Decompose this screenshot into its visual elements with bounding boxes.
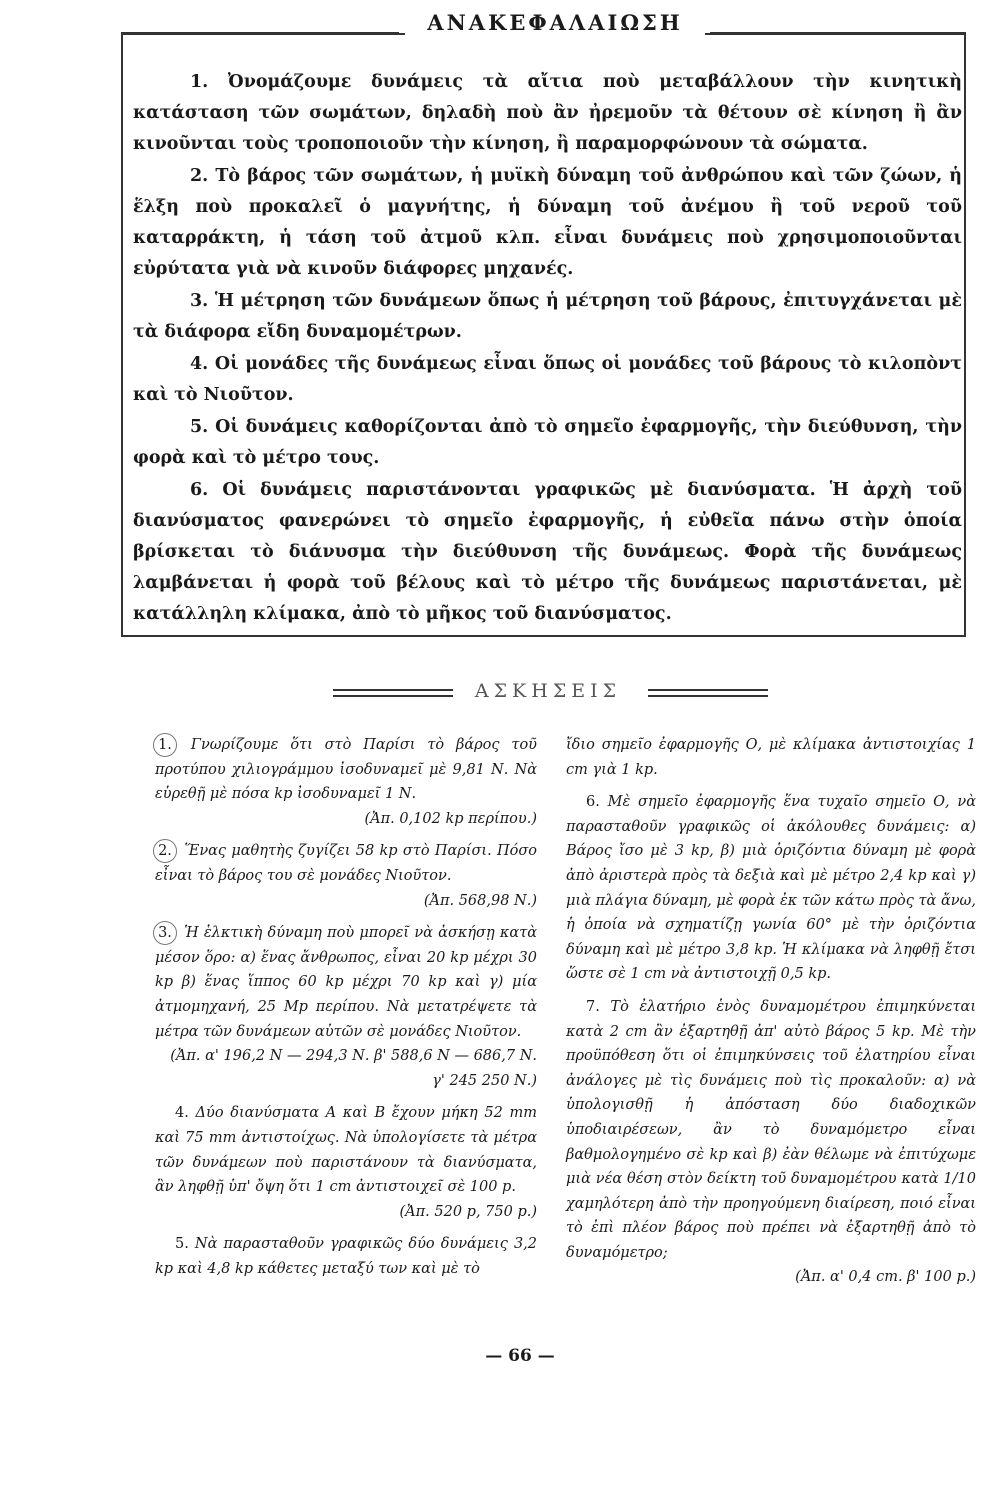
exercise-number: 3. (153, 921, 177, 945)
exercise-number: 2. (153, 839, 177, 863)
summary-text (133, 67, 962, 631)
exercise-number: 1. (153, 733, 177, 757)
exercise-text: Ἡ ἑλκτικὴ δύναμη ποὺ μπορεῖ νὰ ἀσκήσῃ κατὰ μέσον ὅρο: α) ἕνας ἄνθρωπος, εἶναι 20 kp μέχρι 30 kp β) ἕνας ἵππος 60 kp μέχρι 70 kp καὶ γ) μία ἀτμομηχανή, 25 Mp περίπου. Νὰ μετατρέψετε τὰ μέτρα τῶν δυνάμεων αὐτῶν σὲ μονάδες Νιοῦτον. (155, 925, 538, 1040)
exercises-title: ΑΣΚΗΣΕΙΣ (474, 680, 622, 702)
exercise-1 (155, 733, 537, 831)
exercises-rule-right (648, 689, 768, 697)
exercise-answer: (Ἀπ. 520 p, 750 p.) (399, 1203, 537, 1220)
exercise-5 (155, 1232, 537, 1281)
exercise-answer: (Ἀπ. α' 0,4 cm. β' 100 p.) (795, 1269, 976, 1286)
exercise-text: Γνωρίζουμε ὅτι στὸ Παρίσι τὸ βάρος τοῦ προτύπου χιλιογράμμου ἰσοδυναμεῖ μὲ 9,81 Ν. Νὰ εὑρεθῇ μὲ πόσα kp ἰσοδυναμεῖ 1 Ν. (155, 737, 538, 803)
exercise-text: ἴδιο σημεῖο ἐφαρμογῆς Ο, μὲ κλίμακα ἀντιστοιχίας 1 cm γιὰ 1 kp. (566, 737, 976, 778)
exercise-number: 5. (175, 1236, 189, 1253)
exercise-2 (155, 839, 537, 913)
title-rule-left (121, 32, 399, 34)
exercise-number: 4. (175, 1105, 189, 1122)
summary-item-3: 3. Ἡ μέτρηση τῶν δυνάμεων ὅπως ἡ μέτρηση τοῦ βάρους, ἐπιτυγχάνεται μὲ τὰ διάφορα εἴδη δυναμομέτρων. (133, 291, 962, 342)
exercise-number: 7. (586, 998, 600, 1015)
exercises-rule-left (333, 689, 453, 697)
title-rule-right (710, 32, 966, 34)
exercise-answer: (Ἀπ. 568,98 Ν.) (423, 892, 537, 909)
exercise-text: Μὲ σημεῖο ἐφαρμογῆς ἕνα τυχαῖο σημεῖο Ο, νὰ παρασταθοῦν γραφικῶς οἱ ἀκόλουθες δυνάμεις: α) Βάρος ἴσο μὲ 3 kp, β) μιὰ ὁριζόντια δύναμη μὲ φορὰ ἀπὸ ἀριστερὰ πρὸς τὰ δεξιὰ καὶ μὲ μέτρο 2,4 kp καὶ γ) μιὰ πλάγια δύναμη, μὲ φορὰ ἐκ τῶν κάτω πρὸς τὰ ἄνω, ἡ ὁποία νὰ σχηματίζῃ γωνία 60° μὲ τὴν ὁριζόντια δύναμη καὶ μὲ μέτρο 3,8 kp. Ἡ κλίμακα νὰ ληφθῇ ἔτσι ὥστε σὲ 1 cm νὰ ἀντιστοιχῇ 0,5 kp. (566, 794, 977, 983)
summary-title: ΑΝΑΚΕΦΑΛΑΙΩΣΗ (405, 10, 705, 35)
exercise-text: Τὸ ἐλατήριο ἑνὸς δυναμομέτρου ἐπιμηκύνεται κατὰ 2 cm ἂν ἐξαρτηθῇ ἀπ' αὐτὸ βάρος 5 kp. Μὲ τὴν προϋπόθεση ὅτι οἱ ἐπιμηκύνσεις τοῦ ἐλατηρίου εἶναι ἀνάλογες μὲ τὶς δυνάμεις ποὺ τὶς προκαλοῦν: α) νὰ ὑπολογισθῇ ἡ ἀπόσταση δύο διαδοχικῶν ὑποδιαιρέσεων, ἂν τὸ δυναμόμετρο εἶναι βαθμολογημένο σὲ kp καὶ β) ἐὰν θέλωμε νὰ ἐπιτύχωμε μιὰ νέα θέση στὸν δείκτη τοῦ δυναμομέτρου κατὰ 1/10 χαμηλότερη ἀπὸ τὴν προηγούμενη διαίρεση, ποιό εἶναι τὸ ἐπὶ πλέον βάρος ποὺ πρέπει νὰ ἐξαρτηθῇ ἀπὸ τὸ δυναμόμετρο; (566, 998, 977, 1261)
exercises-right-column (566, 733, 976, 1298)
exercise-3 (155, 921, 537, 1093)
exercise-number: 6. (586, 794, 600, 811)
summary-item-4: 4. Οἱ μονάδες τῆς δυνάμεως εἶναι ὅπως οἱ μονάδες τοῦ βάρους τὸ κιλοπὸντ καὶ τὸ Νιοῦτον. (133, 354, 962, 405)
exercise-text: Ἕνας μαθητὴς ζυγίζει 58 kp στὸ Παρίσι. Πόσο εἶναι τὸ βάρος του σὲ μονάδες Νιοῦτον. (155, 843, 537, 884)
summary-item-5: 5. Οἱ δυνάμεις καθορίζονται ἀπὸ τὸ σημεῖο ἐφαρμογῆς, τὴν διεύθυνση, τὴν φορὰ καὶ τὸ μέτρο τους. (133, 417, 962, 468)
summary-item-1: 1. Ὀνομάζουμε δυνάμεις τὰ αἴτια ποὺ μεταβάλλουν τὴν κινητικὴ κατάσταση τῶν σωμάτων, δηλαδὴ ποὺ ἂν ἠρεμοῦν τὰ θέτουν σὲ κίνηση ἢ ἂν κινοῦνται τοὺς τροποποιοῦν τὴν κίνηση, ἢ παραμορφώνουν τὰ σώματα. (133, 72, 962, 154)
exercise-6 (566, 790, 976, 987)
exercise-answer: (Ἀπ. α' 196,2 Ν — 294,3 Ν. β' 588,6 Ν — 686,7 Ν. γ' 245 250 Ν.) (170, 1048, 537, 1089)
page-number: — 66 — (485, 1346, 555, 1366)
exercise-text: Νὰ παρασταθοῦν γραφικῶς δύο δυνάμεις 3,2 kp καὶ 4,8 kp κάθετες μεταξύ των καὶ μὲ τὸ (155, 1236, 537, 1277)
summary-item-6: 6. Οἱ δυνάμεις παριστάνονται γραφικῶς μὲ διανύσματα. Ἡ ἀρχὴ τοῦ διανύσματος φανερώνει τὸ σημεῖο ἐφαρμογῆς, ἡ εὐθεῖα πάνω στὴν ὁποία βρίσκεται τὸ διάνυσμα τὴν διεύθυνση τῆς δυνάμεως. Φορὰ τῆς δυνάμεως λαμβάνεται ἡ φορὰ τοῦ βέλους καὶ τὸ μέτρο τῆς δυνάμεως παριστάνεται, μὲ κατάλληλη κλίμακα, ἀπὸ τὸ μῆκος τοῦ διανύσματος. (133, 480, 962, 624)
exercise-7 (566, 995, 976, 1290)
exercise-answer: (Ἀπ. 0,102 kp περίπου.) (364, 810, 537, 827)
exercise-5-continued (566, 733, 976, 782)
exercise-4 (155, 1101, 537, 1224)
summary-item-2: 2. Τὸ βάρος τῶν σωμάτων, ἡ μυϊκὴ δύναμη τοῦ ἀνθρώπου καὶ τῶν ζώων, ἡ ἕλξη ποὺ προκαλεῖ ὁ μαγνήτης, ἡ δύναμη τοῦ ἀνέμου ἢ τοῦ νεροῦ τοῦ καταρράκτη, ἡ τάση τοῦ ἀτμοῦ κλπ. εἶναι δυνάμεις ποὺ χρησιμοποιοῦνται εὐρύτατα γιὰ νὰ κινοῦν διάφορες μηχανές. (133, 166, 962, 279)
exercises-left-column (155, 733, 537, 1289)
exercise-text: Δύο διανύσματα Α καὶ Β ἔχουν μήκη 52 mm καὶ 75 mm ἀντιστοίχως. Νὰ ὑπολογίσετε τὰ μέτρα τῶν δυνάμεων ποὺ παριστάνουν τὰ διανύσματα, ἂν ληφθῇ ὑπ' ὄψη ὅτι 1 cm ἀντιστοιχεῖ σὲ 100 p. (155, 1105, 538, 1196)
